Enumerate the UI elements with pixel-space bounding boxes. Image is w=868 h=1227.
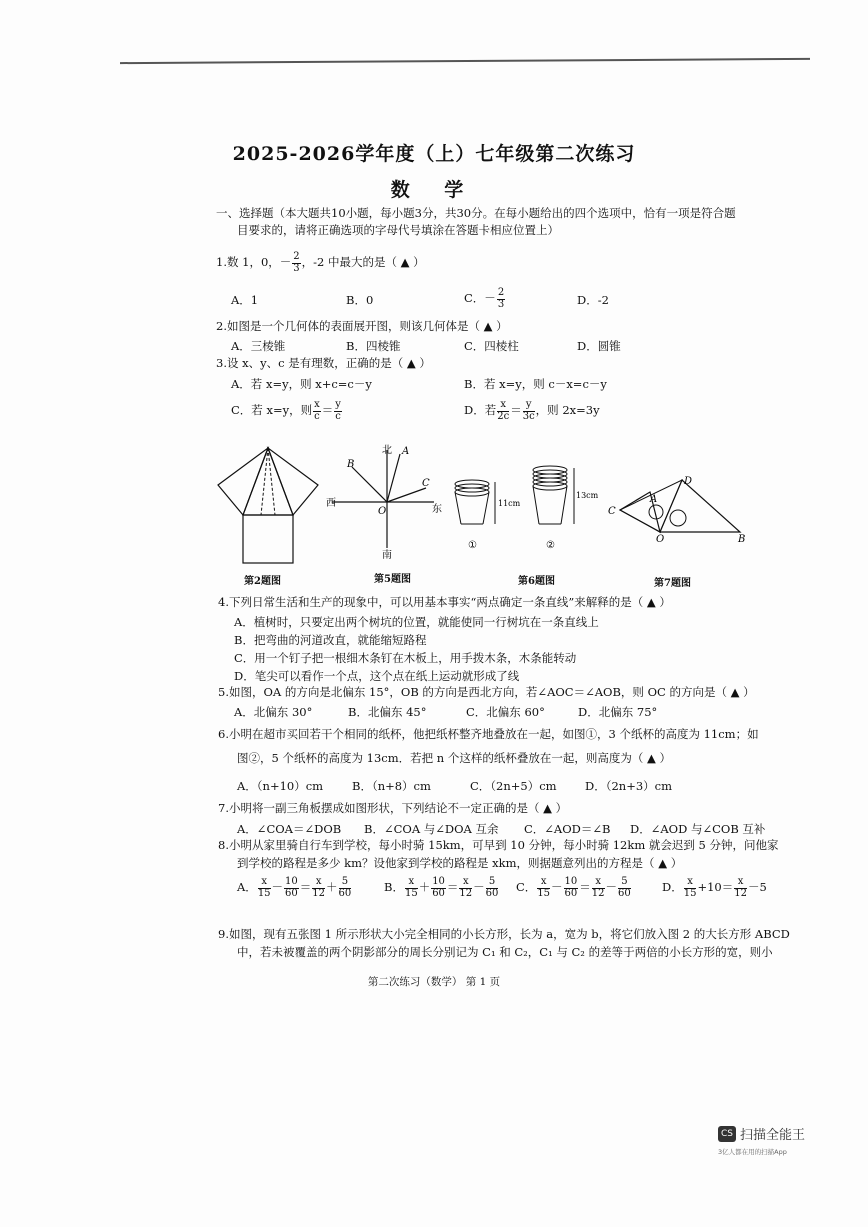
- q1-text-a: 1.数 1，0，: [216, 255, 280, 269]
- q6-option-c: C．（2n+5）cm: [470, 779, 557, 793]
- question-3-stem: 3.设 x、y、c 是有理数，正确的是（ ▲ ）: [216, 356, 431, 370]
- q3-option-d: D．若 $\frac{x}{2c}$ ＝ $\frac{y}{3c}$ ，则 2x=3y: [464, 399, 600, 422]
- question-6-line2: 图②，5 个纸杯的高度为 13cm．若把 n 个这样的纸杯叠放在一起，则高度为（ ▲ ）: [237, 751, 671, 765]
- q8-option-c: C． $\frac{x}{15}$ － $\frac{10}{60}$ ＝ $\frac{x}{12}$ － $\frac{5}{60}$: [516, 876, 631, 899]
- scanner-watermark: [718, 1123, 806, 1156]
- q5-option-c: C．北偏东 60°: [466, 705, 545, 719]
- q2-option-c: C．四棱柱: [464, 339, 519, 353]
- marker-2: ②: [546, 540, 555, 551]
- scanner-name: 扫描全能王: [740, 1128, 806, 1143]
- height-label-1: 11cm: [498, 499, 521, 508]
- caption-figure-6: 第6题图: [518, 576, 555, 587]
- q1-fraction: $\frac{2}{3}$: [293, 251, 300, 274]
- figure-q6-cups: [450, 462, 600, 554]
- q6-option-a: A．（n+10）cm: [237, 779, 324, 793]
- q1-text-b: ，-2 中最大的是（ ▲ ）: [301, 255, 425, 269]
- q7-option-b: B．∠COA 与∠DOA 互余: [364, 822, 499, 836]
- subject-heading: 数 学: [390, 179, 478, 201]
- cup-stack-2: [533, 466, 599, 524]
- figure-q2-net: [213, 440, 323, 572]
- section-instruction-line1: 一、选择题（本大题共10小题，每小题3分，共30分。在每小题给出的四个选项中，恰有一项是符合题: [216, 206, 736, 220]
- question-7-stem: 7.小明将一副三角板摆成如图形状，下列结论不一定正确的是（ ▲ ）: [218, 801, 568, 815]
- label-south: 南: [382, 550, 392, 561]
- q8-option-d: D． $\frac{x}{15}$ +10＝ $\frac{x}{12}$ －5: [662, 876, 767, 899]
- q3-option-b: B．若 x=y，则 c－x=c－y: [464, 377, 607, 391]
- figure-q5-compass: [322, 440, 444, 562]
- t7-label-A: A: [650, 494, 658, 505]
- q8-option-a: A． $\frac{x}{15}$ － $\frac{10}{60}$ ＝ $\frac{x}{12}$ ＋ $\frac{5}{60}$: [237, 876, 352, 899]
- q3-option-a: A．若 x=y，则 x+c=c－y: [231, 377, 372, 391]
- q7-option-a: A．∠COA＝∠DOB: [237, 822, 342, 836]
- caption-figure-7: 第7题图: [654, 578, 691, 589]
- label-C: C: [422, 478, 430, 489]
- q1-option-b: B．0: [346, 293, 374, 307]
- figure-q7-triangles: [600, 470, 750, 544]
- scanner-tagline: 3亿人都在用的扫描App: [718, 1148, 787, 1156]
- q1-option-c: C．－ $\frac{2}{3}$: [464, 287, 505, 310]
- q5-option-d: D．北偏东 75°: [578, 705, 658, 719]
- q2-option-b: B．四棱锥: [346, 339, 401, 353]
- t7-label-B: B: [738, 534, 746, 544]
- question-5-stem: 5.如图，OA 的方向是北偏东 15°，OB 的方向是西北方向，若∠AOC＝∠AOB，则 OC 的方向是（ ▲ ）: [218, 685, 755, 699]
- t7-label-D: D: [684, 476, 693, 487]
- q1-option-a: A．1: [231, 293, 259, 307]
- height-label-2: 13cm: [576, 491, 599, 500]
- question-8-line1: 8.小明从家里骑自行车到学校，每小时骑 15km，可早到 10 分钟，每小时骑 12km 就会迟到 5 分钟，问他家: [218, 838, 779, 852]
- question-2-stem: 2.如图是一个几何体的表面展开图，则该几何体是（ ▲ ）: [216, 319, 508, 333]
- q8-option-b: B． $\frac{x}{15}$ ＋ $\frac{10}{60}$ ＝ $\frac{x}{12}$ － $\frac{5}{60}$: [384, 876, 499, 899]
- page-footer: 第二次练习（数学） 第 1 页: [367, 976, 501, 988]
- caption-figure-2: 第2题图: [244, 576, 281, 587]
- section-instruction-line2: 目要求的，请将正确选项的字母代号填涂在答题卡相应位置上）: [237, 223, 559, 237]
- q7-option-d: D．∠AOD 与∠COB 互补: [630, 822, 766, 836]
- q5-option-b: B．北偏东 45°: [348, 705, 427, 719]
- q6-option-b: B．（n+8）cm: [352, 779, 431, 793]
- question-6-line1: 6.小明在超市买回若干个相同的纸杯，他把纸杯整齐地叠放在一起，如图①，3 个纸杯的高度为 11cm；如: [218, 727, 759, 741]
- q4-option-d: D．笔尖可以看作一个点，这个点在纸上运动就形成了线: [234, 669, 520, 683]
- scanner-logo-icon: CS: [718, 1126, 736, 1142]
- caption-figure-5: 第5题图: [374, 574, 411, 585]
- question-4-stem: 4.下列日常生活和生产的现象中，可以用基本事实“两点确定一条直线”来解释的是（ ▲ ）: [218, 595, 671, 609]
- marker-1: ①: [468, 540, 477, 551]
- question-8-line2: 到学校的路程是多少 km？设他家到学校的路程是 xkm，则据题意列出的方程是（ ▲ ）: [237, 856, 683, 870]
- label-O: O: [378, 506, 387, 517]
- question-9-line1: 9.如图，现有五张图 1 所示形状大小完全相同的小长方形，长为 a，宽为 b，将它们放入图 2 的大长方形 ABCD: [218, 927, 790, 941]
- scan-edge-line: [120, 58, 810, 64]
- question-1-stem: 1.数 1，0，－ $\frac{2}{3}$ ，-2 中最大的是（ ▲ ）: [216, 251, 425, 274]
- cup-stack-1: [455, 480, 521, 524]
- q3-option-c: C．若 x=y，则 $\frac{x}{c}$ ＝ $\frac{y}{c}$: [231, 399, 341, 422]
- q7-option-c: C．∠AOD＝∠B: [524, 822, 611, 836]
- page-title: 2025-2026学年度（上）七年级第二次练习: [232, 143, 636, 165]
- label-north: 北: [382, 445, 392, 456]
- q2-option-a: A．三棱锥: [231, 339, 286, 353]
- label-east: 东: [432, 504, 442, 515]
- q2-option-d: D．圆锥: [577, 339, 621, 353]
- q1-option-d: D．-2: [577, 293, 609, 307]
- q4-option-c: C．用一个钉子把一根细木条钉在木板上，用手拨木条，木条能转动: [234, 651, 577, 665]
- label-west: 西: [326, 498, 336, 509]
- t7-label-O: O: [656, 534, 665, 544]
- question-9-line2: 中，若未被覆盖的两个阴影部分的周长分别记为 C₁ 和 C₂，C₁ 与 C₂ 的差等于两倍的小长方形的宽，则小: [237, 945, 773, 959]
- label-A: A: [402, 446, 410, 457]
- q4-option-a: A．植树时，只要定出两个树坑的位置，就能使同一行树坑在一条直线上: [234, 615, 599, 629]
- q5-option-a: A．北偏东 30°: [234, 705, 313, 719]
- q6-option-d: D．（2n+3）cm: [585, 779, 672, 793]
- t7-label-C: C: [608, 506, 616, 517]
- q4-option-b: B．把弯曲的河道改直，就能缩短路程: [234, 633, 427, 647]
- label-B: B: [347, 459, 355, 470]
